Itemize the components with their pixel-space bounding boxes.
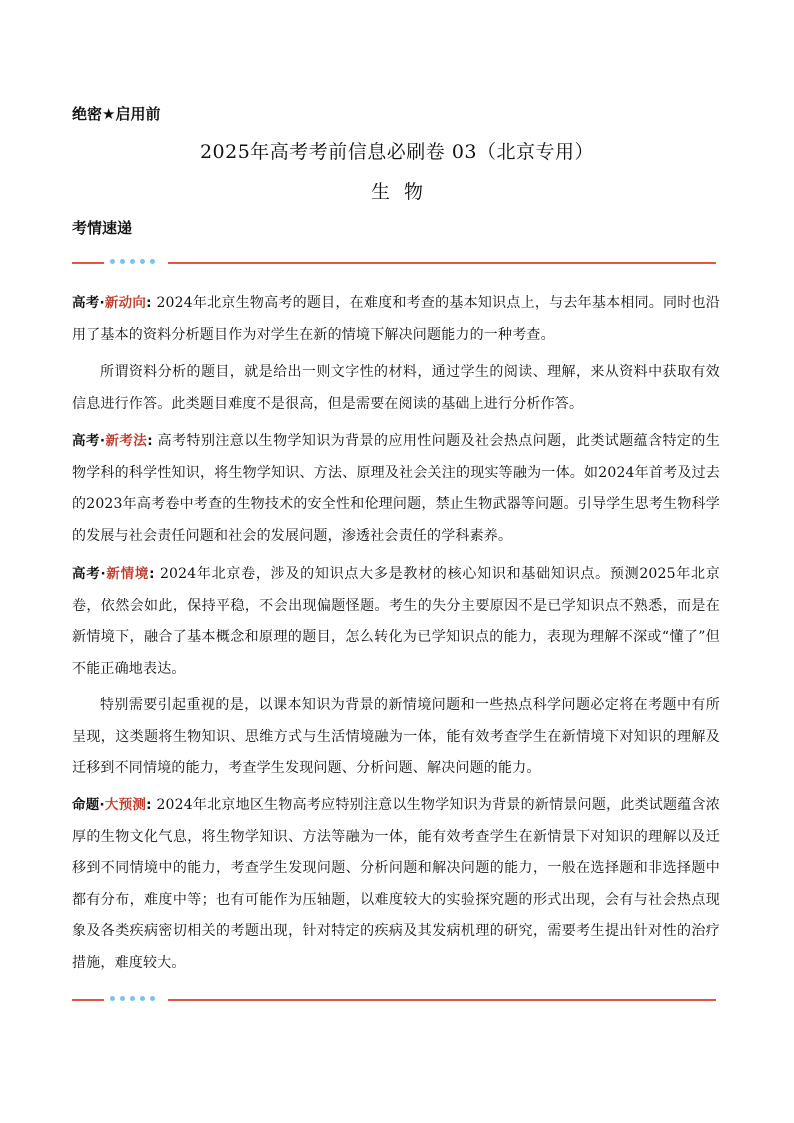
paragraph-text: 2024年北京生物高考的题目，在难度和考查的基本知识点上，与去年基本相同。同时也沿用了基本的资料分析题目作为对学生在新的情境下解决问题能力的一种考查。: [72, 295, 720, 343]
paragraph-text: 高考特别注意以生物学知识为背景的应用性问题及社会热点问题，此类试题蕴含特定的生物学科的科学性知识，将生物学知识、方法、原理及社会关注的现实等融为一体。如2024年首考及过去的2023年高考卷中考查的生物技术的安全性和伦理问题，禁止生物武器等问题。引导学生思考生物科学的发展与社会责任问题和社会的发展问题，渗透社会责任的学科素养。: [72, 433, 720, 544]
divider-line-left: [72, 999, 104, 1001]
exam-title: 2025年高考考前信息必刷卷 03（北京专用）: [199, 141, 595, 163]
divider-line-right: [168, 999, 716, 1001]
label-suffix: :: [146, 797, 152, 813]
divider-dot: [150, 259, 155, 264]
label-suffix: :: [146, 295, 152, 311]
divider-dot: [140, 259, 145, 264]
paragraph-new-trend: [72, 288, 720, 351]
paragraph-text: 2024年北京卷，涉及的知识点大多是教材的核心知识和基础知识点。预测2025年北京卷，依然会如此，保持平稳，不会出现偏题怪题。考生的失分主要原因不是已学知识点不熟悉，而是在新情境下，融合了基本概念和原理的题目，怎么转化为已学知识点的能力，表现为理解不深或“懂了”但不能正确地表达。: [72, 566, 720, 677]
label-prefix: 高考·: [72, 566, 106, 582]
paragraph-special-attention: [72, 690, 720, 785]
paragraph-material-analysis: [72, 357, 720, 420]
divider-dot: [110, 259, 115, 264]
section-divider-bottom: [72, 994, 716, 1006]
paragraph-big-prediction: [72, 790, 720, 979]
paragraph-label: [72, 797, 152, 813]
divider-dot: [150, 996, 155, 1001]
label-suffix: :: [149, 566, 155, 582]
subject-title: 生物: [370, 181, 437, 203]
paragraph-label: [72, 295, 152, 311]
paragraph-text: 所谓资料分析的题目，就是给出一则文字性的材料，通过学生的阅读、理解，来从资料中获取有效信息进行作答。此类题目难度不是很高，但是需要在阅读的基础上进行分析作答。: [72, 364, 720, 412]
divider-dot: [120, 996, 125, 1001]
label-highlight: 新动向: [104, 295, 147, 311]
confidential-label: 绝密★启用前: [72, 105, 161, 123]
paragraph-text: 特别需要引起重视的是，以课本知识为背景的新情境问题和一些热点科学问题必定将在考题中有所呈现，这类题将生物知识、思维方式与生活情境融为一体，能有效考查学生在新情境下对知识的理解及迁移到不同情境的能力，考查学生发现问题、分析问题、解决问题的能力。: [72, 697, 720, 776]
label-suffix: :: [147, 433, 153, 449]
paragraph-new-method: [72, 426, 720, 552]
section-heading: 考情速递: [72, 219, 133, 237]
label-prefix: 高考·: [72, 433, 106, 449]
divider-line-left: [72, 262, 104, 264]
label-highlight: 大预测: [104, 797, 147, 813]
label-highlight: 新情境: [105, 566, 150, 582]
divider-dot: [140, 996, 145, 1001]
divider-dot: [130, 259, 135, 264]
paragraph-label: [72, 566, 155, 582]
label-highlight: 新考法: [105, 433, 148, 449]
section-divider-top: [72, 257, 716, 269]
paragraph-text: 2024年北京地区生物高考应特别注意以生物学知识为背景的新情景问题，此类试题蕴含浓厚的生物文化气息，将生物学知识、方法等融为一体，能有效考查学生在新情景下对知识的理解以及迁移到不同情境中的能力，考查学生发现问题、分析问题和解决问题的能力，一般在选择题和非选择题中都有分布，难度中等；也有可能作为压轴题，以难度较大的实验探究题的形式出现，会有与社会热点现象及各类疾病密切相关的考题出现，针对特定的疾病及其发病机理的研究，需要考生提出针对性的治疗措施，难度较大。: [72, 797, 720, 971]
label-prefix: 命题·: [72, 797, 105, 813]
label-prefix: 高考·: [72, 295, 105, 311]
divider-dot: [130, 996, 135, 1001]
divider-line-right: [168, 262, 716, 264]
divider-dot: [110, 996, 115, 1001]
paragraph-new-context: [72, 559, 720, 685]
paragraph-label: [72, 433, 153, 449]
divider-dot: [120, 259, 125, 264]
